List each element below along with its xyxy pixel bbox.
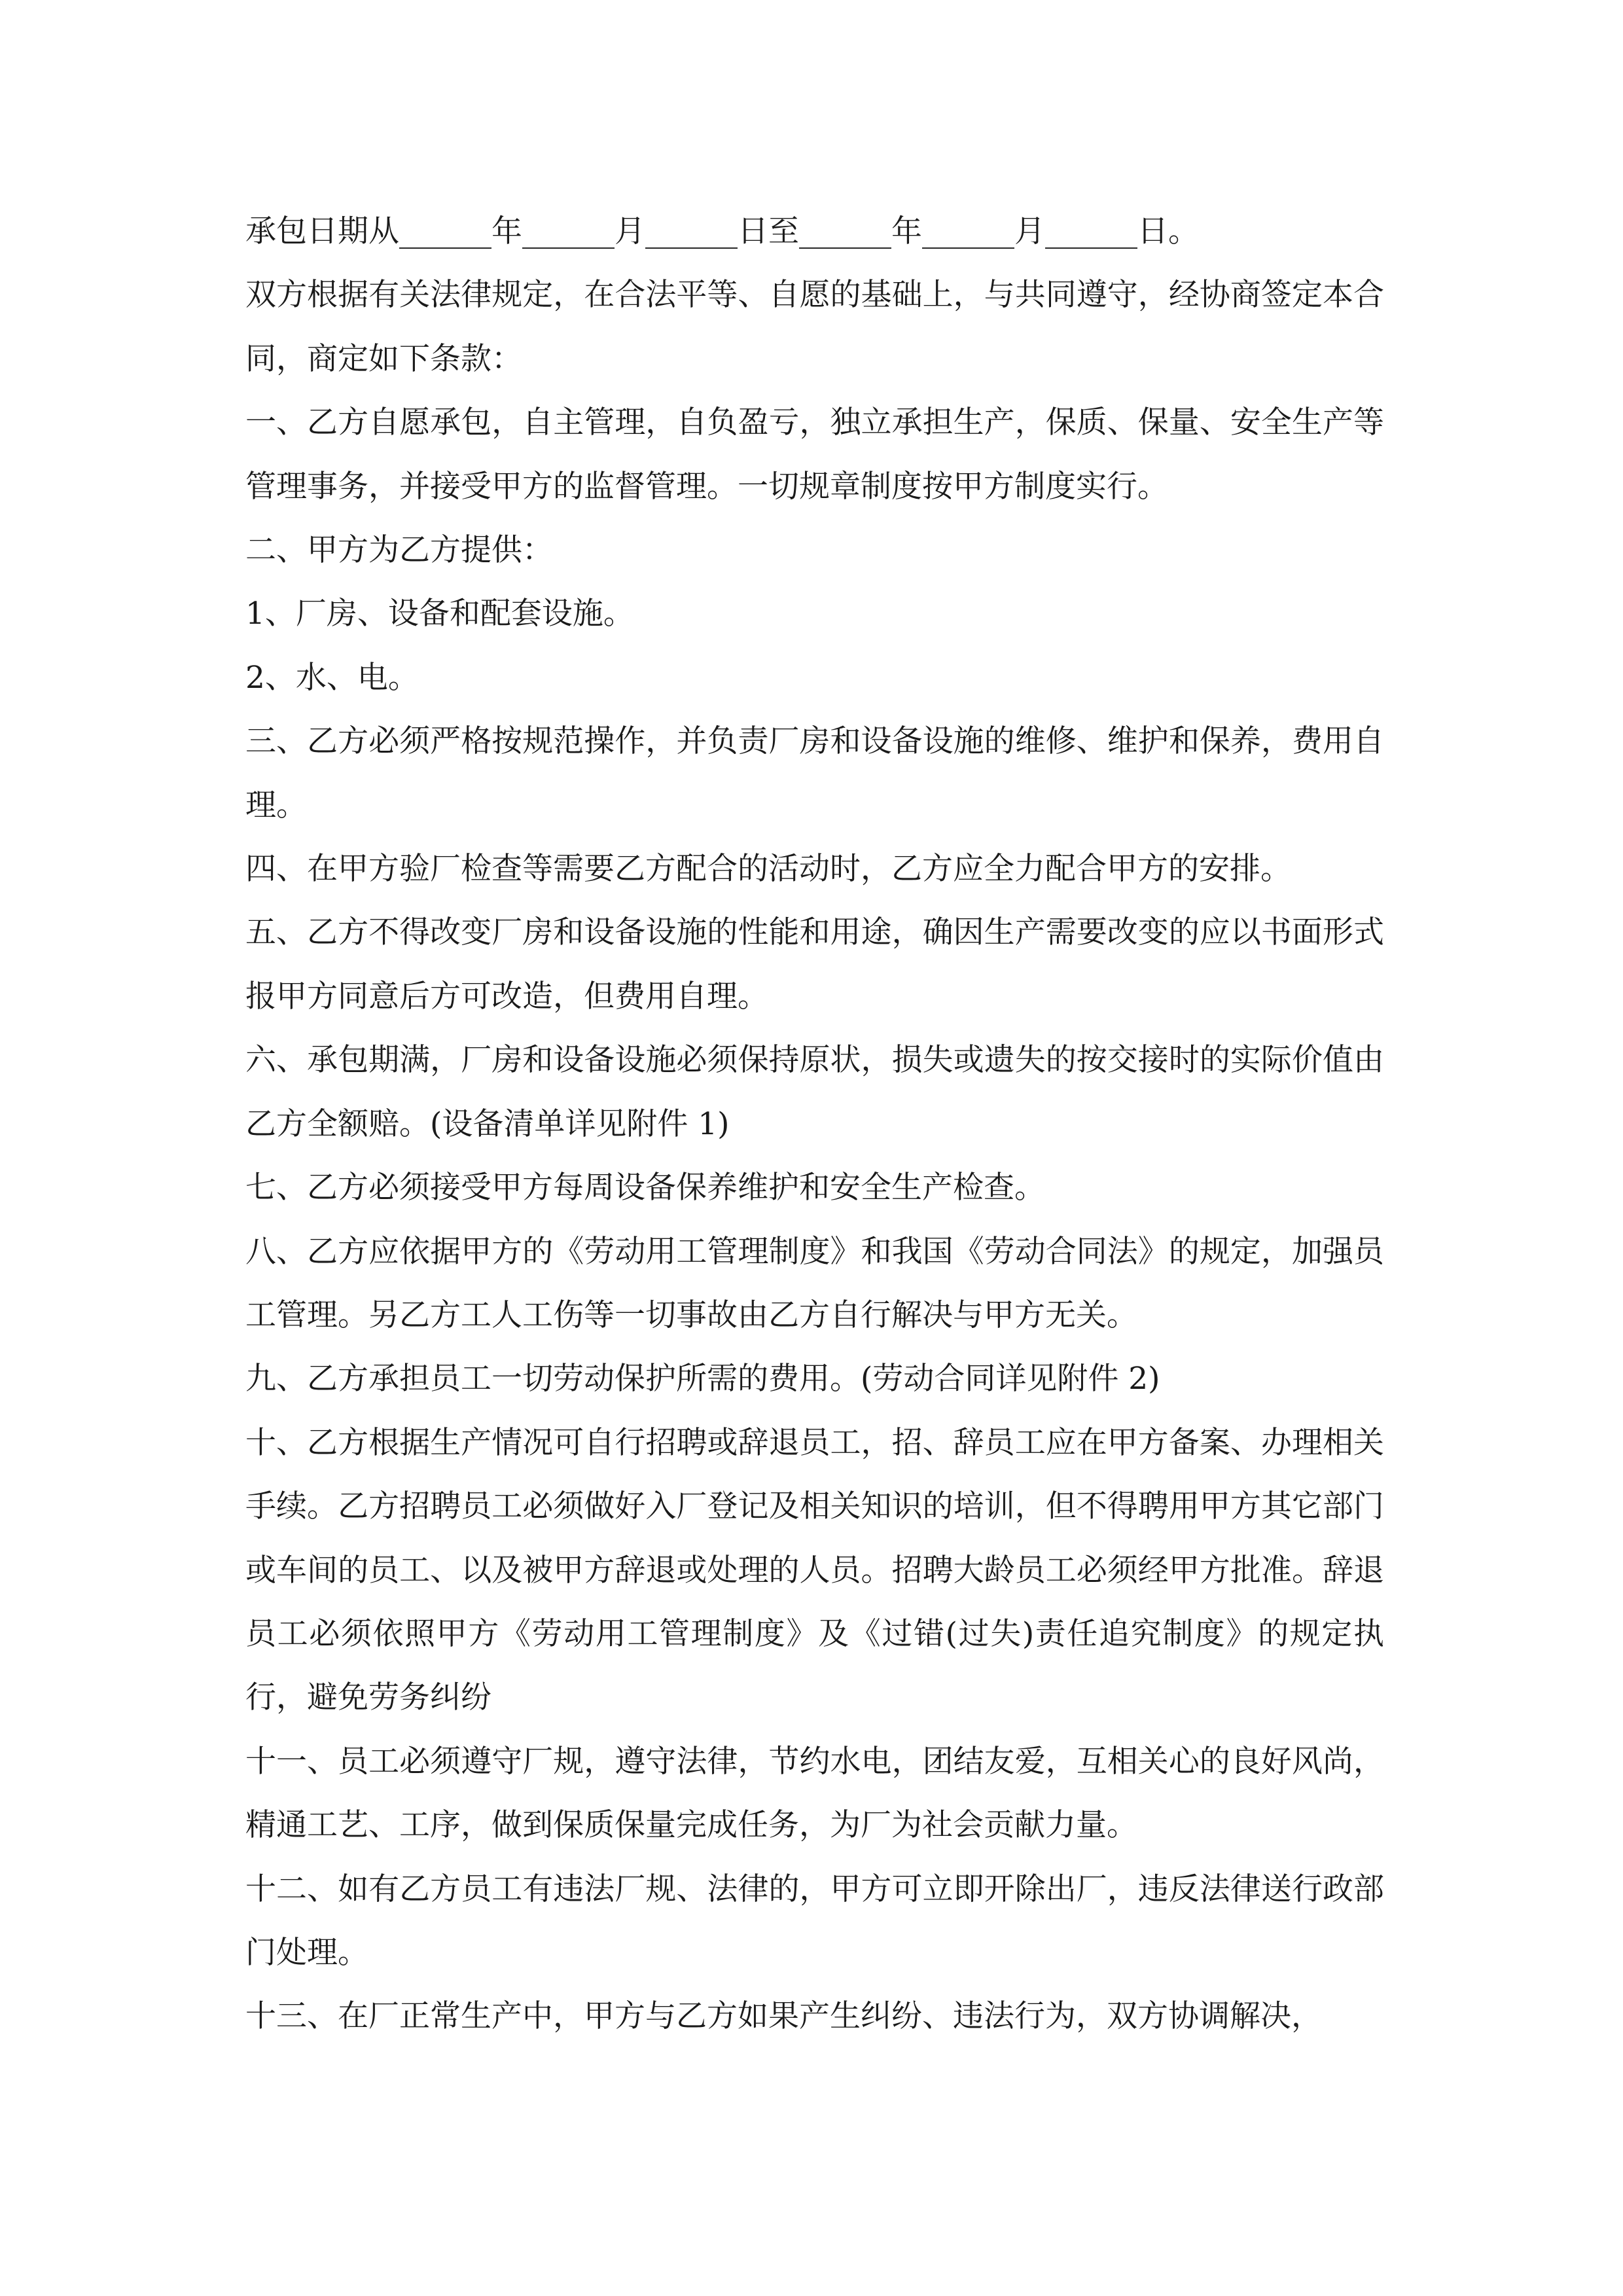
- clause-12: 十二、如有乙方员工有违法厂规、法律的，甲方可立即开除出厂，违反法律送行政部门处理。: [245, 1871, 1384, 1971]
- clause-2-item-2: 2、水、电。: [245, 659, 419, 696]
- contract-term-line: 承包日期从______年______月______日至______年______月______日。: [245, 213, 1199, 249]
- clause-13: 十三、在厂正常生产中，甲方与乙方如果产生纠纷、违法行为，双方协调解决，: [245, 1998, 1322, 2035]
- clause-9: 九、乙方承担员工一切劳动保护所需的费用。(劳动合同详见附件 2): [245, 1361, 1160, 1397]
- clause-5: 五、乙方不得改变厂房和设备设施的性能和用途，确因生产需要改变的应以书面形式报甲方同意后方可改造，但费用自理。: [245, 914, 1384, 1014]
- clause-10: 十、乙方根据生产情况可自行招聘或辞退员工，招、辞员工应在甲方备案、办理相关手续。乙方招聘员工必须做好入厂登记及相关知识的培训，但不得聘用甲方其它部门或车间的员工、以及被甲方辞退或处理的人员。招聘大龄员工必须经甲方批准。辞退员工必须依照甲方《劳动用工管理制度》及《过错(过失)责任追究制度》的规定执行，避免劳务纠纷: [245, 1424, 1384, 1716]
- clause-1: 一、乙方自愿承包，自主管理，自负盈亏，独立承担生产，保质、保量、安全生产等管理事务，并接受甲方的监督管理。一切规章制度按甲方制度实行。: [245, 404, 1384, 505]
- clause-4: 四、在甲方验厂检查等需要乙方配合的活动时，乙方应全力配合甲方的安排。: [245, 851, 1291, 888]
- clause-7: 七、乙方必须接受甲方每周设备保养维护和安全生产检查。: [245, 1170, 1045, 1206]
- contract-preamble: 双方根据有关法律规定，在合法平等、自愿的基础上，与共同遵守，经协商签定本合同，商定如下条款：: [245, 277, 1384, 377]
- clause-2-heading: 二、甲方为乙方提供：: [245, 532, 553, 569]
- clause-6: 六、承包期满，厂房和设备设施必须保持原状，损失或遗失的按交接时的实际价值由乙方全额赔。(设备清单详见附件 1): [245, 1042, 1384, 1142]
- contract-body: [245, 200, 1384, 2049]
- clause-3: 三、乙方必须严格按规范操作，并负责厂房和设备设施的维修、维护和保养，费用自理。: [245, 723, 1384, 823]
- clause-2-item-1: 1、厂房、设备和配套设施。: [245, 596, 634, 632]
- clause-11: 十一、员工必须遵守厂规，遵守法律，节约水电，团结友爱，互相关心的良好风尚，精通工艺、工序，做到保质保量完成任务，为厂为社会贡献力量。: [245, 1743, 1384, 1844]
- clause-8: 八、乙方应依据甲方的《劳动用工管理制度》和我国《劳动合同法》的规定，加强员工管理。另乙方工人工伤等一切事故由乙方自行解决与甲方无关。: [245, 1233, 1384, 1333]
